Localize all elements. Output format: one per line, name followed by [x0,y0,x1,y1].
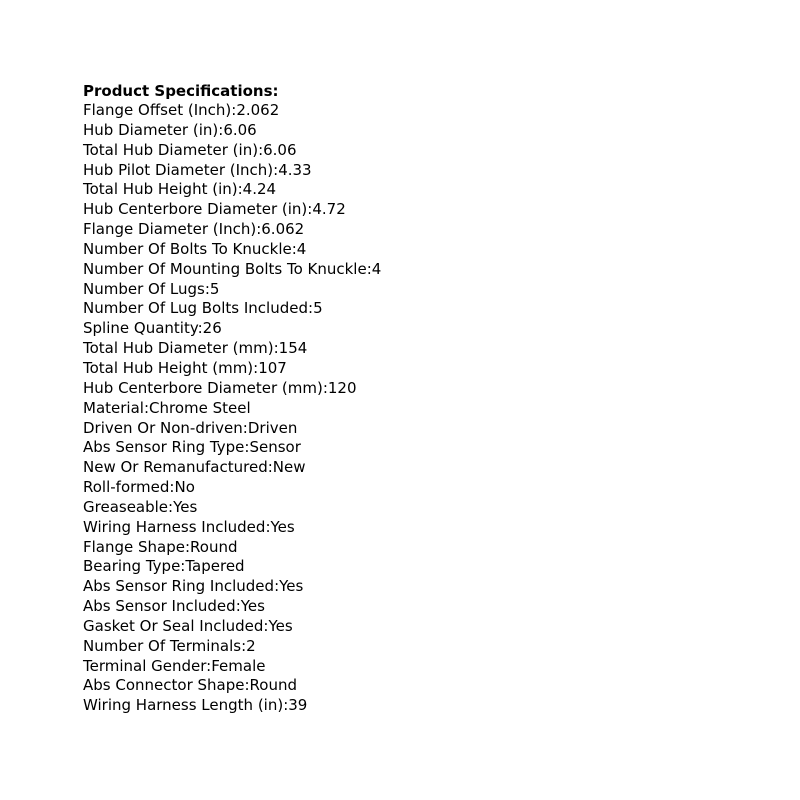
spec-label: Total Hub Height (mm) [83,358,254,377]
spec-separator: : [237,180,243,199]
spec-line [83,180,783,200]
spec-separator: : [244,438,250,457]
spec-value: 26 [202,319,222,338]
spec-line [83,141,783,161]
spec-separator: : [242,418,248,437]
spec-label: Flange Shape [83,537,185,556]
spec-separator: : [168,497,174,516]
spec-line [83,419,783,439]
spec-label: Spline Quantity [83,319,198,338]
spec-separator: : [258,140,264,159]
spec-separator: : [307,200,313,219]
spec-label: Abs Sensor Ring Included [83,577,275,596]
spec-value: 4 [296,239,307,258]
spec-line [83,577,783,597]
spec-line [83,696,783,716]
spec-separator: : [206,656,212,675]
spec-value: No [174,478,195,497]
spec-line [83,220,783,240]
spec-label: Hub Centerbore Diameter (in) [83,200,308,219]
spec-line [83,280,783,300]
spec-line [83,478,783,498]
spec-separator: : [231,101,237,119]
spec-line [83,676,783,696]
spec-label: Wiring Harness Length (in) [83,696,284,715]
spec-value: 4 [371,259,382,278]
spec-line [83,339,783,359]
spec-label: Flange Offset (Inch) [83,101,232,119]
spec-line [83,518,783,538]
spec-value: 5 [313,299,323,318]
spec-separator: : [322,378,328,397]
spec-value: Yes [268,616,293,635]
spec-separator: : [291,239,297,258]
spec-separator: : [180,557,186,576]
spec-value: Female [211,656,266,675]
spec-label: Hub Pilot Diameter (Inch) [83,160,274,179]
spec-line [83,359,783,379]
spec-label: Number Of Lug Bolts Included [83,299,308,318]
spec-label: Total Hub Height (in) [83,180,238,199]
spec-label: Bearing Type [83,557,181,576]
spec-value: Round [249,676,298,695]
spec-separator: : [308,299,314,318]
spec-line [83,240,783,260]
spec-line [83,101,783,121]
spec-value: Yes [240,597,265,616]
spec-value: 4.33 [278,160,312,179]
spec-label: Total Hub Diameter (mm) [83,339,274,358]
spec-value: Tapered [185,557,245,576]
spec-label: Material [83,398,144,417]
spec-value: Yes [173,497,198,516]
spec-label: Hub Diameter (in) [83,120,219,139]
spec-value: Chrome Steel [149,398,251,417]
spec-label: Greaseable [83,497,169,516]
spec-value: Sensor [249,438,301,457]
spec-separator: : [265,517,271,536]
spec-line [83,399,783,419]
spec-separator: : [244,676,250,695]
spec-value: 6.06 [223,120,257,139]
product-specifications [83,81,783,716]
spec-label: Abs Sensor Ring Type [83,438,245,457]
spec-label: Hub Centerbore Diameter (mm) [83,378,323,397]
spec-line [83,617,783,637]
spec-separator: : [253,358,259,377]
spec-value: Yes [270,517,295,536]
spec-value: 154 [278,339,308,358]
spec-value: 120 [327,378,357,397]
spec-label: Driven Or Non-driven [83,418,243,437]
spec-label: Flange Diameter (Inch) [83,220,257,239]
spec-value: 39 [288,696,308,715]
spec-line [83,319,783,339]
spec-separator: : [263,616,269,635]
spec-separator: : [197,319,203,338]
spec-value: 2 [246,636,256,655]
spec-line [83,299,783,319]
spec-label: Gasket Or Seal Included [83,616,264,635]
spec-value: Yes [279,577,304,596]
spec-separator: : [143,398,149,417]
spec-value: Round [190,537,238,556]
spec-label: Number Of Lugs [83,279,205,298]
spec-line [83,438,783,458]
spec-separator: : [283,696,289,715]
spec-line [83,597,783,617]
spec-value: 107 [258,358,287,377]
spec-line [83,260,783,280]
spec-separator: : [273,339,279,358]
spec-separator: : [218,120,224,139]
spec-separator: : [235,597,241,616]
spec-line [83,121,783,141]
spec-separator: : [273,160,279,179]
spec-separator: : [169,478,175,497]
spec-separator: : [256,220,262,239]
spec-line [83,557,783,577]
spec-value: 6.06 [263,140,297,159]
spec-label: Wiring Harness Included [83,517,266,536]
spec-line [83,657,783,677]
spec-value: 4.24 [242,180,277,199]
spec-line [83,498,783,518]
spec-value: 4.72 [312,200,346,219]
spec-line [83,637,783,657]
spec-label: Roll-formed [83,478,170,497]
spec-label: Number Of Bolts To Knuckle [83,239,292,258]
spec-separator: : [366,259,372,278]
spec-separator: : [204,279,210,298]
specifications-heading: Product Specifications: [83,82,279,100]
spec-value: New [272,458,306,477]
spec-value: Driven [247,418,298,437]
spec-line [83,161,783,181]
spec-line [83,538,783,558]
spec-value: 2.062 [236,101,280,119]
spec-line [83,458,783,478]
spec-line [83,379,783,399]
spec-separator: : [241,636,247,655]
spec-line [83,200,783,220]
spec-label: Terminal Gender [83,656,207,675]
spec-label: Number Of Mounting Bolts To Knuckle [83,259,367,278]
spec-separator: : [267,458,273,477]
spec-label: Abs Connector Shape [83,676,245,695]
spec-label: Abs Sensor Included [83,597,236,616]
spec-value: 5 [209,279,220,298]
spec-label: Total Hub Diameter (in) [83,140,259,159]
spec-value: 6.062 [261,220,305,239]
spec-separator: : [274,577,280,596]
specifications-list [83,101,783,716]
spec-label: New Or Remanufactured [83,458,268,477]
spec-label: Number Of Terminals [83,636,242,655]
spec-separator: : [184,537,191,556]
